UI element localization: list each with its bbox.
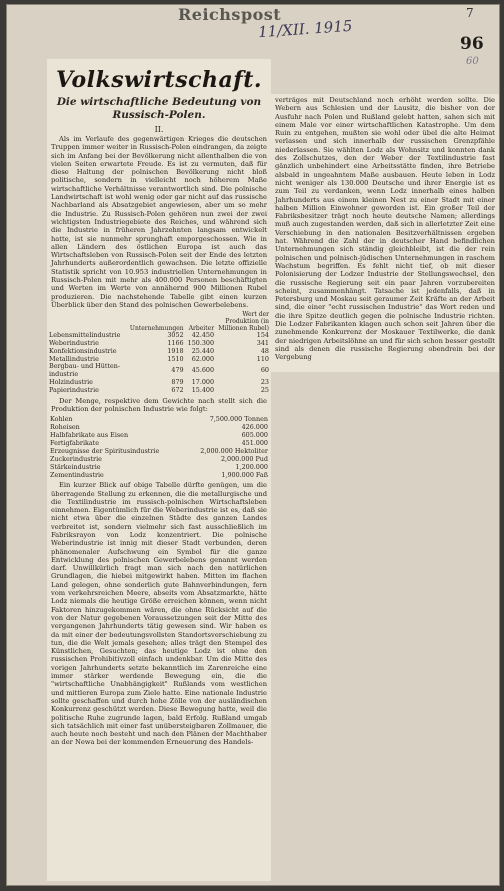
table-cell-arbeiter: 25.440	[191, 346, 215, 355]
table-cell-unternehmungen: 3052	[167, 331, 184, 340]
production-cell-qty: 605.000	[241, 431, 268, 440]
table-cell-unternehmungen: 1918	[167, 346, 184, 355]
table-cell-arbeiter: 45.600	[191, 366, 215, 375]
table-cell-name: Bergbau- und Hütten-industrie	[49, 362, 121, 379]
production-cell-qty: 1,900.000 Faß	[221, 471, 268, 480]
page-number-small: 60	[466, 56, 479, 67]
article-body-left: Ein kurzer Blick auf obige Tabelle dürfte genügen, um die überragende Stellung zu erkennen, die die metallurgische und die Textilindustrie im russisch-polnischen Wirtschaftsleben einnehmen. Eigentümlich für die Weberindustrie ist es, daß sie nicht etwa über die einzelnen Städte des ganzen Landes verbreitet ist, sondern vielmehr sich fast ausschließlich im Fabriksrayon von Lodz konzentriert. Die polnische Weberindustrie ist innig mit dieser Stadt verbunden, deren phänomenaler Aufschwung ein Symbol für die ganze Entwicklung des polnischen Gewerbelebens genannt werden darf. Unwillkürlich fragt man sich nach den natürlichen Grundlagen, die hiebei mitgewirkt haben. Mitten im flachen Land gelegen, ohne sonderlich gute Bahnverbindungen, fern vom verkehrsreichen Meere, abseits vom Absatzmarkte, hätte Lodz niemals die heutige Größe erreichen können, wenn nicht Faktoren hinzugekommen wären, die ohne Rücksicht auf die von der Natur gegebenen Voraussetzungen seit der Mitte des vergangenen Jahrhunderts tätig gewesen sind. Wir haben es da mit einer der bedeutungsvollsten Standortsverschiebung zu tun, die die Welt jemals gesehen; alles trägt den Stempel des Künstlichen, Gesuchten; das heutige Lodz ist ohne den russischen Prohibitivzoll einfach undenkbar. Um die Mitte des vorigen Jahrhunderts setzte bekanntlich im Zarenreiche eine immer stärker werdende Bewegung ein, die die "wirtschaftliche Unabhängigkeit" Rußlands vom westlichen und mittleren Europa zum Ziele hatte. Eine nationale Industrie sollte geschaffen und durch hohe Zölle von der ausländischen Konkurrenz geschützt werden. Diese Bewegung hatte, weil die politische Ruhe zugrunde lagen, bald Erfolg. Rußland umgab sich tatsächlich mit einer fast unübersteigbaren Zollmauer, die auch heute noch besteht und nach den Plänen der Machthaber an der Newa bei der kommenden Erneuerung des Handels-	[51, 481, 267, 747]
table-cell-wert: 341	[256, 339, 269, 348]
page-number: 96	[460, 34, 484, 54]
production-row	[47, 447, 271, 455]
table-cell-unternehmungen: 879	[171, 378, 184, 387]
production-cell-name: Stärkeindustrie	[50, 463, 101, 472]
production-cell-name: Erzeugnisse der Spiritusindustrie	[50, 447, 160, 456]
table-cell-unternehmungen: 672	[171, 385, 184, 394]
col-arbeiter: Arbeiter	[188, 325, 215, 333]
table-row	[47, 387, 271, 395]
table-cell-arbeiter: 15.400	[191, 385, 215, 394]
table-cell-arbeiter: 42.450	[191, 331, 215, 340]
production-intro: Der Menge, respektive dem Gewichte nach stellt sich die Produktion der polnischen Industrie wie folgt:	[51, 396, 267, 413]
col-unternehmungen: Unternehmungen	[129, 325, 184, 333]
article-intro	[51, 135, 267, 309]
production-row	[47, 439, 271, 447]
table-cell-name: Holzindustrie	[49, 378, 93, 387]
table-cell-name: Metallindustrie	[49, 354, 99, 363]
newspaper-clipping-right	[271, 94, 499, 372]
newspaper-clipping-left	[47, 59, 271, 881]
table-cell-wert: 110	[256, 354, 269, 363]
article-subtitle: Die wirtschaftliche Bedeutung von Russisch-Polen.	[56, 96, 262, 121]
production-cell-qty: 426.000	[241, 423, 268, 432]
intro-paragraph: Als im Verlaufe des gegenwärtigen Krieges die deutschen Truppen immer weiter in Russisch-Polen eindrangen, da zeigte sich im Anfang bei der Bevölkerung nicht allenthalben die von vielen Seiten erwartete Freude. Es ist zu vermuten, daß für diese Haltung der polnischen Bevölkerung nicht bloß politische, sondern in vielleicht noch höherem Maße wirtschaftliche Verhältnisse verantwortlich sind. Die polnische Landwirtschaft ist wohl wenig oder gar nicht auf das russische Nachbarland als Absatzgebiet angewiesen, aber um so mehr die Industrie. Zu Russisch-Polen gehören nun zwei der zwei wichtigsten Industriegebiete des Reiches, und während sich die Industrie in früheren Jahrzehnten langsam entwickelt hatte, ist sie nunmehr sprunghaft emporgeschossen. Wie in allen Ländern des östlichen Europa ist auch das Wirtschaftsleben von Russisch-Polen seit der Ende des letzten Jahrhunderts außerordentlich gewachsen. Die letzte offizielle Statistik spricht von 10.953 industriellen Unternehmungen in Russisch-Polen mit mehr als 400.000 Personen beschäftigten und Werten im Werte von annähernd 900 Millionen Rubel produzieren. Die nachstehende Tabelle gibt einen kurzen Überblick über den Stand des polnischen Gewerbelebens.	[51, 135, 267, 309]
table-cell-wert: 23	[260, 378, 269, 387]
production-table	[47, 415, 271, 479]
table-cell-unternehmungen: 1166	[167, 339, 184, 348]
production-row	[47, 471, 271, 479]
table-cell-arbeiter: 150.300	[187, 339, 215, 348]
article-body-right: verträges mit Deutschland noch erhöht werden sollte. Die Webern aus Schlesien und der Lausitz, die bisher von der Ausfuhr nach Polen und Rußland gelebt hatten, sahen sich mit einem Male vor einer wirtschaftlichen Katastrophe. Um dem Ruin zu entgehen, mußten sie wohl oder übel die alte Heimat verlassen und sich innerhalb der russischen Grenzpfähle niederlassen. Sie wählten Lodz als Wohnsitz und konnten dank des Zollschutzes, den der Weber der Textilindustrie fast gänzlich unbehindert eine Arbeitsstätte finden, ihre Betriebe alsbald in ungeahntem Maße ausbauen. Heute leben in Lodz nicht weniger als 130.000 Deutsche und ihrer Energie ist es zum Teil zu verdanken, wenn Lodz innerhalb eines halben Jahrhunderts aus einem kleinen Nest zu einer Stadt mit einer halben Million Einwohner geworden ist. Ein großer Teil der Fabriksbesitzer trägt noch heute deutsche Namen; allerdings muß auch zugestanden werden, daß sich in allerletzter Zeit eine Verschiebung in den nationalen Besitzverhältnissen ergeben hat. Während die Zahl der in deutscher Hand befindlichen Unternehmungen sich ständig gleichbleibt, ist die der rein polnischen und polnisch-jüdischen Unternehmungen in raschem Wachstum begriffen. Es fehlt nicht tief, ob mit dieser Polonisierung der Lodzer Industrie der Stellungswechsel, den die russische Regierung seit ein paar Jahren vorzubereiten scheint, zusammenhängt. Tatsache ist jedenfalls, daß in Petersburg und Moskau seit geraumer Zeit Kräfte an der Arbeit sind, die einer "echt russischen Industrie" das Wort reden und die ihre Spitze deutlich gegen die polnische Industrie richten. Die Lodzer Fabrikanten klagen auch schon seit Jahren über die zunehmende Konkurrenz der Moskauer Textilwerke, die dank der niedrigen Arbeitslöhne an und für sich schon besser gestellt sind als denen die russische Regierung obendrein bei der Vergebung	[275, 96, 495, 362]
table-cell-wert: 154	[256, 331, 269, 340]
table-cell-wert: 48	[260, 346, 269, 355]
production-cell-name: Zementindustrie	[50, 471, 104, 480]
col-wert: Wert der Produktion (in Millionen Rubel)	[218, 311, 269, 333]
production-cell-qty: 7,500.000 Tonnen	[209, 415, 268, 424]
production-row	[47, 415, 271, 423]
corner-mark: 7	[466, 6, 474, 20]
production-cell-qty: 451.000	[241, 439, 268, 448]
table-cell-arbeiter: 17.000	[191, 378, 215, 387]
publication-stamp: Reichspost	[178, 5, 282, 24]
table-cell-wert: 25	[260, 385, 269, 394]
production-cell-name: Halbfabrikate aus Eisen	[50, 431, 129, 440]
production-row	[47, 423, 271, 431]
table-cell-unternehmungen: 1510	[167, 354, 184, 363]
table-cell-wert: 60	[260, 366, 269, 375]
production-row	[47, 455, 271, 463]
table-cell-name: Konfektionsindustrie	[49, 346, 117, 355]
production-row	[47, 463, 271, 471]
table-cell-arbeiter: 62.000	[191, 354, 215, 363]
table-row	[47, 363, 271, 379]
production-cell-name: Roheisen	[50, 423, 80, 432]
handwritten-date: 11/XII. 1915	[257, 16, 353, 42]
production-cell-name: Kohlen	[50, 415, 73, 424]
article-part: II.	[154, 125, 164, 134]
production-cell-qty: 2,000.000 Hektoliter	[200, 447, 268, 456]
article-title: Volkswirtschaft.	[55, 67, 263, 93]
table-cell-name: Papierindustrie	[49, 385, 99, 394]
industry-table	[47, 311, 271, 394]
table-cell-unternehmungen: 479	[171, 366, 184, 375]
table-cell-name: Weberindustrie	[49, 339, 99, 348]
production-cell-qty: 2,000.000 Pud	[220, 455, 268, 464]
production-cell-qty: 1,200.000	[235, 463, 268, 472]
production-cell-name: Zuckerindustrie	[50, 455, 102, 464]
production-cell-name: Fertigfabrikate	[50, 439, 100, 448]
table-cell-name: Lebensmittelindustrie	[49, 331, 121, 340]
production-row	[47, 431, 271, 439]
